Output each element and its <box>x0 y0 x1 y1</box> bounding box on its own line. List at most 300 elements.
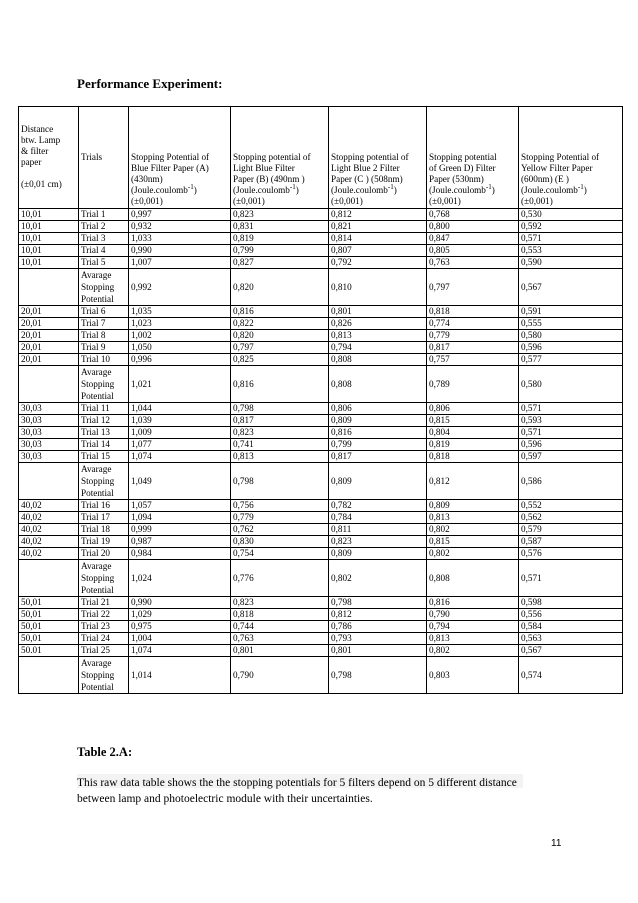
table-cell: 1,074 <box>129 451 231 463</box>
average-cell: 0,580 <box>519 366 623 403</box>
header-line: Stopping potential <box>429 152 497 162</box>
table-cell: 0,805 <box>427 245 519 257</box>
average-row <box>19 463 623 500</box>
table-cell: Trial 2 <box>79 221 129 233</box>
table-cell: 0,827 <box>231 257 329 269</box>
unit-close: ) <box>583 185 587 195</box>
table-cell: 0,987 <box>129 536 231 548</box>
table-cell: Trial 18 <box>79 524 129 536</box>
unit-text: (Joule.coulomb <box>331 185 388 195</box>
table-cell: 0,816 <box>329 427 427 439</box>
table-cell: 0,806 <box>329 403 427 415</box>
header-line: Stopping Potential of <box>131 152 210 162</box>
header-distance-line: paper <box>21 157 42 167</box>
table-cell: 0,809 <box>427 500 519 512</box>
table-cell: 0,825 <box>231 354 329 366</box>
table-cell: 0,592 <box>519 221 623 233</box>
table-cell: 0,587 <box>519 536 623 548</box>
table-cell: 0,596 <box>519 439 623 451</box>
table-cell: 40,02 <box>19 524 79 536</box>
average-label-line: Stopping <box>81 476 115 486</box>
table-cell: 0,817 <box>329 451 427 463</box>
table-cell: Trial 4 <box>79 245 129 257</box>
average-cell: 1,024 <box>129 560 231 597</box>
average-cell: 0,586 <box>519 463 623 500</box>
table-cell: 0,556 <box>519 609 623 621</box>
average-cell: 0,797 <box>427 269 519 306</box>
table-cell: 40,02 <box>19 512 79 524</box>
table-cell: 30,03 <box>19 427 79 439</box>
average-label-line: Avarage <box>81 561 112 571</box>
table-cell: 0,819 <box>231 233 329 245</box>
table-cell: 20,01 <box>19 318 79 330</box>
header-distance-line: Distance <box>21 124 54 134</box>
table-cell: 0,786 <box>329 621 427 633</box>
header-line: Paper (B) (490nm ) <box>233 174 305 184</box>
table-cell: 0,807 <box>329 245 427 257</box>
table-cell: 0,821 <box>329 221 427 233</box>
table-cell: 0,813 <box>231 451 329 463</box>
average-label-line: Avarage <box>81 367 112 377</box>
data-table <box>18 106 623 694</box>
average-label-line: Stopping <box>81 379 115 389</box>
table-row <box>19 245 623 257</box>
table-cell: 0,790 <box>427 609 519 621</box>
table-cell: 0,809 <box>329 548 427 560</box>
header-distance-line: (±0,01 cm) <box>21 179 62 189</box>
table-cell: 0,562 <box>519 512 623 524</box>
average-label <box>79 366 129 403</box>
table-cell: 0,830 <box>231 536 329 548</box>
table-cell: 0,563 <box>519 633 623 645</box>
table-cell: Trial 19 <box>79 536 129 548</box>
caption-text: This raw data table shows the the stopping potentials for 5 filters depend on 5 different distance between lamp and photoelectric module with their uncertainties. <box>77 777 517 805</box>
header-light-blue-filter <box>231 107 329 209</box>
table-row <box>19 500 623 512</box>
table-cell: 0,799 <box>231 245 329 257</box>
table-cell: 0,996 <box>129 354 231 366</box>
table-cell: Trial 15 <box>79 451 129 463</box>
table-cell: 1,035 <box>129 306 231 318</box>
table-row <box>19 330 623 342</box>
average-cell: 0,574 <box>519 657 623 694</box>
table-cell: 0,802 <box>427 524 519 536</box>
average-cell: 1,014 <box>129 657 231 694</box>
table-cell: 0,997 <box>129 209 231 221</box>
table-row <box>19 221 623 233</box>
table-cell: 0,809 <box>329 415 427 427</box>
average-cell: 0,790 <box>231 657 329 694</box>
table-cell: Trial 24 <box>79 633 129 645</box>
table-cell: 10,01 <box>19 257 79 269</box>
header-light-blue-2-filter <box>329 107 427 209</box>
average-label <box>79 463 129 500</box>
table-cell: 1,094 <box>129 512 231 524</box>
table-cell: 0,800 <box>427 221 519 233</box>
average-cell: 0,798 <box>231 463 329 500</box>
header-yellow-filter <box>519 107 623 209</box>
table-cell: 1,050 <box>129 342 231 354</box>
table-cell: 0,798 <box>231 403 329 415</box>
header-distance-line <box>21 168 76 179</box>
table-cell: 0,813 <box>427 512 519 524</box>
table-cell: 0,756 <box>231 500 329 512</box>
table-cell: 0,763 <box>427 257 519 269</box>
table-cell: 0,577 <box>519 354 623 366</box>
table-cell: 0,794 <box>329 342 427 354</box>
header-line: Light Blue 2 Filter <box>331 163 400 173</box>
table-cell: 0,816 <box>231 306 329 318</box>
average-cell: 0,789 <box>427 366 519 403</box>
table-cell: 0,797 <box>231 342 329 354</box>
table-row <box>19 597 623 609</box>
header-line: Stopping Potential of <box>521 152 600 162</box>
table-cell: Trial 25 <box>79 645 129 657</box>
average-row <box>19 269 623 306</box>
header-line: (600nm) (E ) <box>521 174 569 184</box>
table-cell: 50,01 <box>19 633 79 645</box>
table-cell: 0,814 <box>329 233 427 245</box>
average-label <box>79 657 129 694</box>
table-cell: 0,584 <box>519 621 623 633</box>
average-label-line: Avarage <box>81 658 112 668</box>
average-cell: 0,812 <box>427 463 519 500</box>
table-cell: 0,820 <box>231 330 329 342</box>
table-cell: 0,823 <box>231 209 329 221</box>
table-cell: 0,801 <box>329 306 427 318</box>
table-cell: 50,01 <box>19 597 79 609</box>
average-label-line: Potential <box>81 391 114 401</box>
table-cell: Trial 8 <box>79 330 129 342</box>
header-line: Stopping potential of <box>331 152 409 162</box>
table-cell: 0,798 <box>329 597 427 609</box>
table-row <box>19 524 623 536</box>
table-cell: 30,03 <box>19 415 79 427</box>
table-cell: 1,029 <box>129 609 231 621</box>
table-cell: 20,01 <box>19 342 79 354</box>
table-cell: 0,779 <box>427 330 519 342</box>
table-row <box>19 548 623 560</box>
header-trials-label: Trials <box>81 151 103 162</box>
table-cell: 0,802 <box>427 645 519 657</box>
average-row <box>19 657 623 694</box>
average-cell: 0,816 <box>231 366 329 403</box>
header-line <box>131 182 228 196</box>
table-row <box>19 354 623 366</box>
table-row <box>19 609 623 621</box>
header-line <box>429 182 516 196</box>
average-label-line: Potential <box>81 682 114 692</box>
table-cell: 0,813 <box>329 330 427 342</box>
header-line: (±0,001) <box>131 196 163 206</box>
unit-text: (Joule.coulomb <box>429 185 486 195</box>
average-cell: 1,049 <box>129 463 231 500</box>
header-line: Light Blue Filter <box>233 163 295 173</box>
table-cell: 40,02 <box>19 536 79 548</box>
table-cell: Trial 11 <box>79 403 129 415</box>
empty-cell <box>19 657 79 694</box>
unit-text: (Joule.coulomb <box>233 185 290 195</box>
header-line: (±0,001) <box>429 196 461 206</box>
table-row <box>19 342 623 354</box>
empty-cell <box>19 463 79 500</box>
table-row <box>19 306 623 318</box>
table-cell: 0,741 <box>231 439 329 451</box>
table-cell: 1,039 <box>129 415 231 427</box>
table-cell: 50,01 <box>19 621 79 633</box>
header-line: Stopping potential of <box>233 152 311 162</box>
unit-close: ) <box>193 185 197 195</box>
table-cell: 0,817 <box>231 415 329 427</box>
table-cell: 0,596 <box>519 342 623 354</box>
average-label <box>79 269 129 306</box>
table-cell: 0,804 <box>427 427 519 439</box>
header-distance-line: btw. Lamp <box>21 135 61 145</box>
table-cell: 0,801 <box>231 645 329 657</box>
average-cell: 0,567 <box>519 269 623 306</box>
average-label-line: Avarage <box>81 464 112 474</box>
table-cell: 1,002 <box>129 330 231 342</box>
table-cell: Trial 23 <box>79 621 129 633</box>
header-row <box>19 107 623 209</box>
table-cell: 0,763 <box>231 633 329 645</box>
table-cell: 0,999 <box>129 524 231 536</box>
table-cell: 1,007 <box>129 257 231 269</box>
average-cell: 0,808 <box>329 366 427 403</box>
table-cell: 0,975 <box>129 621 231 633</box>
table-row <box>19 451 623 463</box>
average-label-line: Potential <box>81 294 114 304</box>
table-cell: 1,004 <box>129 633 231 645</box>
table-row <box>19 439 623 451</box>
table-cell: 10,01 <box>19 233 79 245</box>
average-label-line: Stopping <box>81 282 115 292</box>
table-cell: Trial 16 <box>79 500 129 512</box>
table-row <box>19 427 623 439</box>
table-cell: 0,779 <box>231 512 329 524</box>
table-row <box>19 536 623 548</box>
table-row <box>19 415 623 427</box>
header-line: Blue Filter Paper (A) <box>131 163 209 173</box>
header-line: Yellow Filter Paper <box>521 163 593 173</box>
table-row <box>19 621 623 633</box>
table-cell: 0,757 <box>427 354 519 366</box>
table-cell: Trial 6 <box>79 306 129 318</box>
average-label <box>79 560 129 597</box>
table-cell: 0,555 <box>519 318 623 330</box>
header-blue-filter <box>129 107 231 209</box>
table-cell: 1,033 <box>129 233 231 245</box>
table-cell: 0,990 <box>129 597 231 609</box>
table-row <box>19 209 623 221</box>
average-cell: 0,820 <box>231 269 329 306</box>
table-cell: 20,01 <box>19 306 79 318</box>
average-row <box>19 560 623 597</box>
average-cell: 0,803 <box>427 657 519 694</box>
table-cell: Trial 7 <box>79 318 129 330</box>
page-number: 11 <box>551 838 562 849</box>
table-cell: 0,990 <box>129 245 231 257</box>
table-cell: 1,023 <box>129 318 231 330</box>
average-label-line: Stopping <box>81 573 115 583</box>
table-cell: 0,817 <box>427 342 519 354</box>
unit-text: (Joule.coulomb <box>521 185 578 195</box>
table-cell: 0,815 <box>427 536 519 548</box>
table-cell: 0,813 <box>427 633 519 645</box>
table-cell: 0,794 <box>427 621 519 633</box>
unit-close: ) <box>491 185 495 195</box>
table-cell: 0,815 <box>427 415 519 427</box>
table-cell: 0,591 <box>519 306 623 318</box>
header-line: (±0,001) <box>521 196 553 206</box>
average-label-line: Potential <box>81 488 114 498</box>
average-cell: 0,798 <box>329 657 427 694</box>
table-cell: 10,01 <box>19 221 79 233</box>
table-cell: 0,831 <box>231 221 329 233</box>
table-cell: 0,823 <box>231 597 329 609</box>
table-cell: 0,593 <box>519 415 623 427</box>
table-row <box>19 318 623 330</box>
table-cell: 1,074 <box>129 645 231 657</box>
table-cell: Trial 20 <box>79 548 129 560</box>
average-cell: 0,802 <box>329 560 427 597</box>
table-cell: Trial 1 <box>79 209 129 221</box>
caption-title: Table 2.A: <box>77 745 133 759</box>
table-cell: 10,01 <box>19 209 79 221</box>
table-cell: 0,792 <box>329 257 427 269</box>
unit-exponent: -1 <box>289 182 296 191</box>
table-row <box>19 257 623 269</box>
table-cell: 0,597 <box>519 451 623 463</box>
table-cell: 0,808 <box>329 354 427 366</box>
table-cell: 40,02 <box>19 500 79 512</box>
table-cell: Trial 9 <box>79 342 129 354</box>
table-cell: 0,590 <box>519 257 623 269</box>
average-row <box>19 366 623 403</box>
header-line: Paper (C ) (508nm) <box>331 174 403 184</box>
table-cell: 0,571 <box>519 427 623 439</box>
table-cell: 10,01 <box>19 245 79 257</box>
table-cell: 0,571 <box>519 233 623 245</box>
table-cell: 0,576 <box>519 548 623 560</box>
table-cell: 0,826 <box>329 318 427 330</box>
table-cell: 50.01 <box>19 645 79 657</box>
table-cell: Trial 5 <box>79 257 129 269</box>
table-cell: 0,811 <box>329 524 427 536</box>
table-cell: 30,03 <box>19 451 79 463</box>
table-cell: 0,762 <box>231 524 329 536</box>
table-cell: Trial 17 <box>79 512 129 524</box>
table-cell: 0,571 <box>519 403 623 415</box>
table-cell: Trial 13 <box>79 427 129 439</box>
average-cell: 1,021 <box>129 366 231 403</box>
table-cell: 0,818 <box>231 609 329 621</box>
table-cell: 0,799 <box>329 439 427 451</box>
table-cell: 0,553 <box>519 245 623 257</box>
table-cell: 0,768 <box>427 209 519 221</box>
empty-cell <box>19 366 79 403</box>
header-line: (430nm) <box>131 174 163 184</box>
empty-cell <box>19 560 79 597</box>
table-cell: 0,754 <box>231 548 329 560</box>
table-cell: 1,044 <box>129 403 231 415</box>
table-cell: 20,01 <box>19 330 79 342</box>
table-cell: 0,580 <box>519 330 623 342</box>
average-label-line: Stopping <box>81 670 115 680</box>
unit-exponent: -1 <box>485 182 492 191</box>
table-cell: 30,03 <box>19 403 79 415</box>
table-cell: 30,03 <box>19 439 79 451</box>
table-cell: 0,744 <box>231 621 329 633</box>
header-line: (±0,001) <box>331 196 363 206</box>
header-line: (±0,001) <box>233 196 265 206</box>
table-cell: 0,932 <box>129 221 231 233</box>
average-cell: 0,809 <box>329 463 427 500</box>
table-cell: 0,579 <box>519 524 623 536</box>
header-line <box>233 182 326 196</box>
header-line <box>521 182 620 196</box>
table-cell: 40,02 <box>19 548 79 560</box>
header-line <box>331 182 424 196</box>
table-cell: Trial 3 <box>79 233 129 245</box>
header-green-filter <box>427 107 519 209</box>
table-cell: 0,823 <box>231 427 329 439</box>
table-cell: 0,567 <box>519 645 623 657</box>
header-distance-line: & filter <box>21 146 49 156</box>
table-cell: 0,774 <box>427 318 519 330</box>
table-cell: 0,812 <box>329 209 427 221</box>
table-cell: 1,077 <box>129 439 231 451</box>
table-cell: 0,801 <box>329 645 427 657</box>
table-row <box>19 645 623 657</box>
table-row <box>19 512 623 524</box>
average-label-line: Potential <box>81 585 114 595</box>
table-cell: 0,816 <box>427 597 519 609</box>
table-cell: 0,818 <box>427 306 519 318</box>
table-cell: 0,822 <box>231 318 329 330</box>
table-cell: 0,793 <box>329 633 427 645</box>
table-cell: Trial 22 <box>79 609 129 621</box>
table-cell: 50,01 <box>19 609 79 621</box>
average-cell: 0,810 <box>329 269 427 306</box>
table-cell: 0,818 <box>427 451 519 463</box>
table-cell: 1,057 <box>129 500 231 512</box>
unit-text: (Joule.coulomb <box>131 185 188 195</box>
table-cell: 0,847 <box>427 233 519 245</box>
table-cell: 0,984 <box>129 548 231 560</box>
empty-cell <box>19 269 79 306</box>
table-cell: 0,530 <box>519 209 623 221</box>
table-cell: 0,552 <box>519 500 623 512</box>
table-cell: 20,01 <box>19 354 79 366</box>
table-cell: Trial 14 <box>79 439 129 451</box>
average-cell: 0,992 <box>129 269 231 306</box>
unit-close: ) <box>393 185 397 195</box>
table-row <box>19 233 623 245</box>
table-cell: 0,782 <box>329 500 427 512</box>
table-body <box>19 209 623 694</box>
table-cell: 0,806 <box>427 403 519 415</box>
average-label-line: Avarage <box>81 270 112 280</box>
average-cell: 0,571 <box>519 560 623 597</box>
table-cell: 0,812 <box>329 609 427 621</box>
table-cell: 0,598 <box>519 597 623 609</box>
unit-close: ) <box>295 185 299 195</box>
table-cell: 0,802 <box>427 548 519 560</box>
header-line: of Green D) Filter <box>429 163 496 173</box>
page-title: Performance Experiment: <box>77 76 223 91</box>
table-cell: Trial 10 <box>79 354 129 366</box>
